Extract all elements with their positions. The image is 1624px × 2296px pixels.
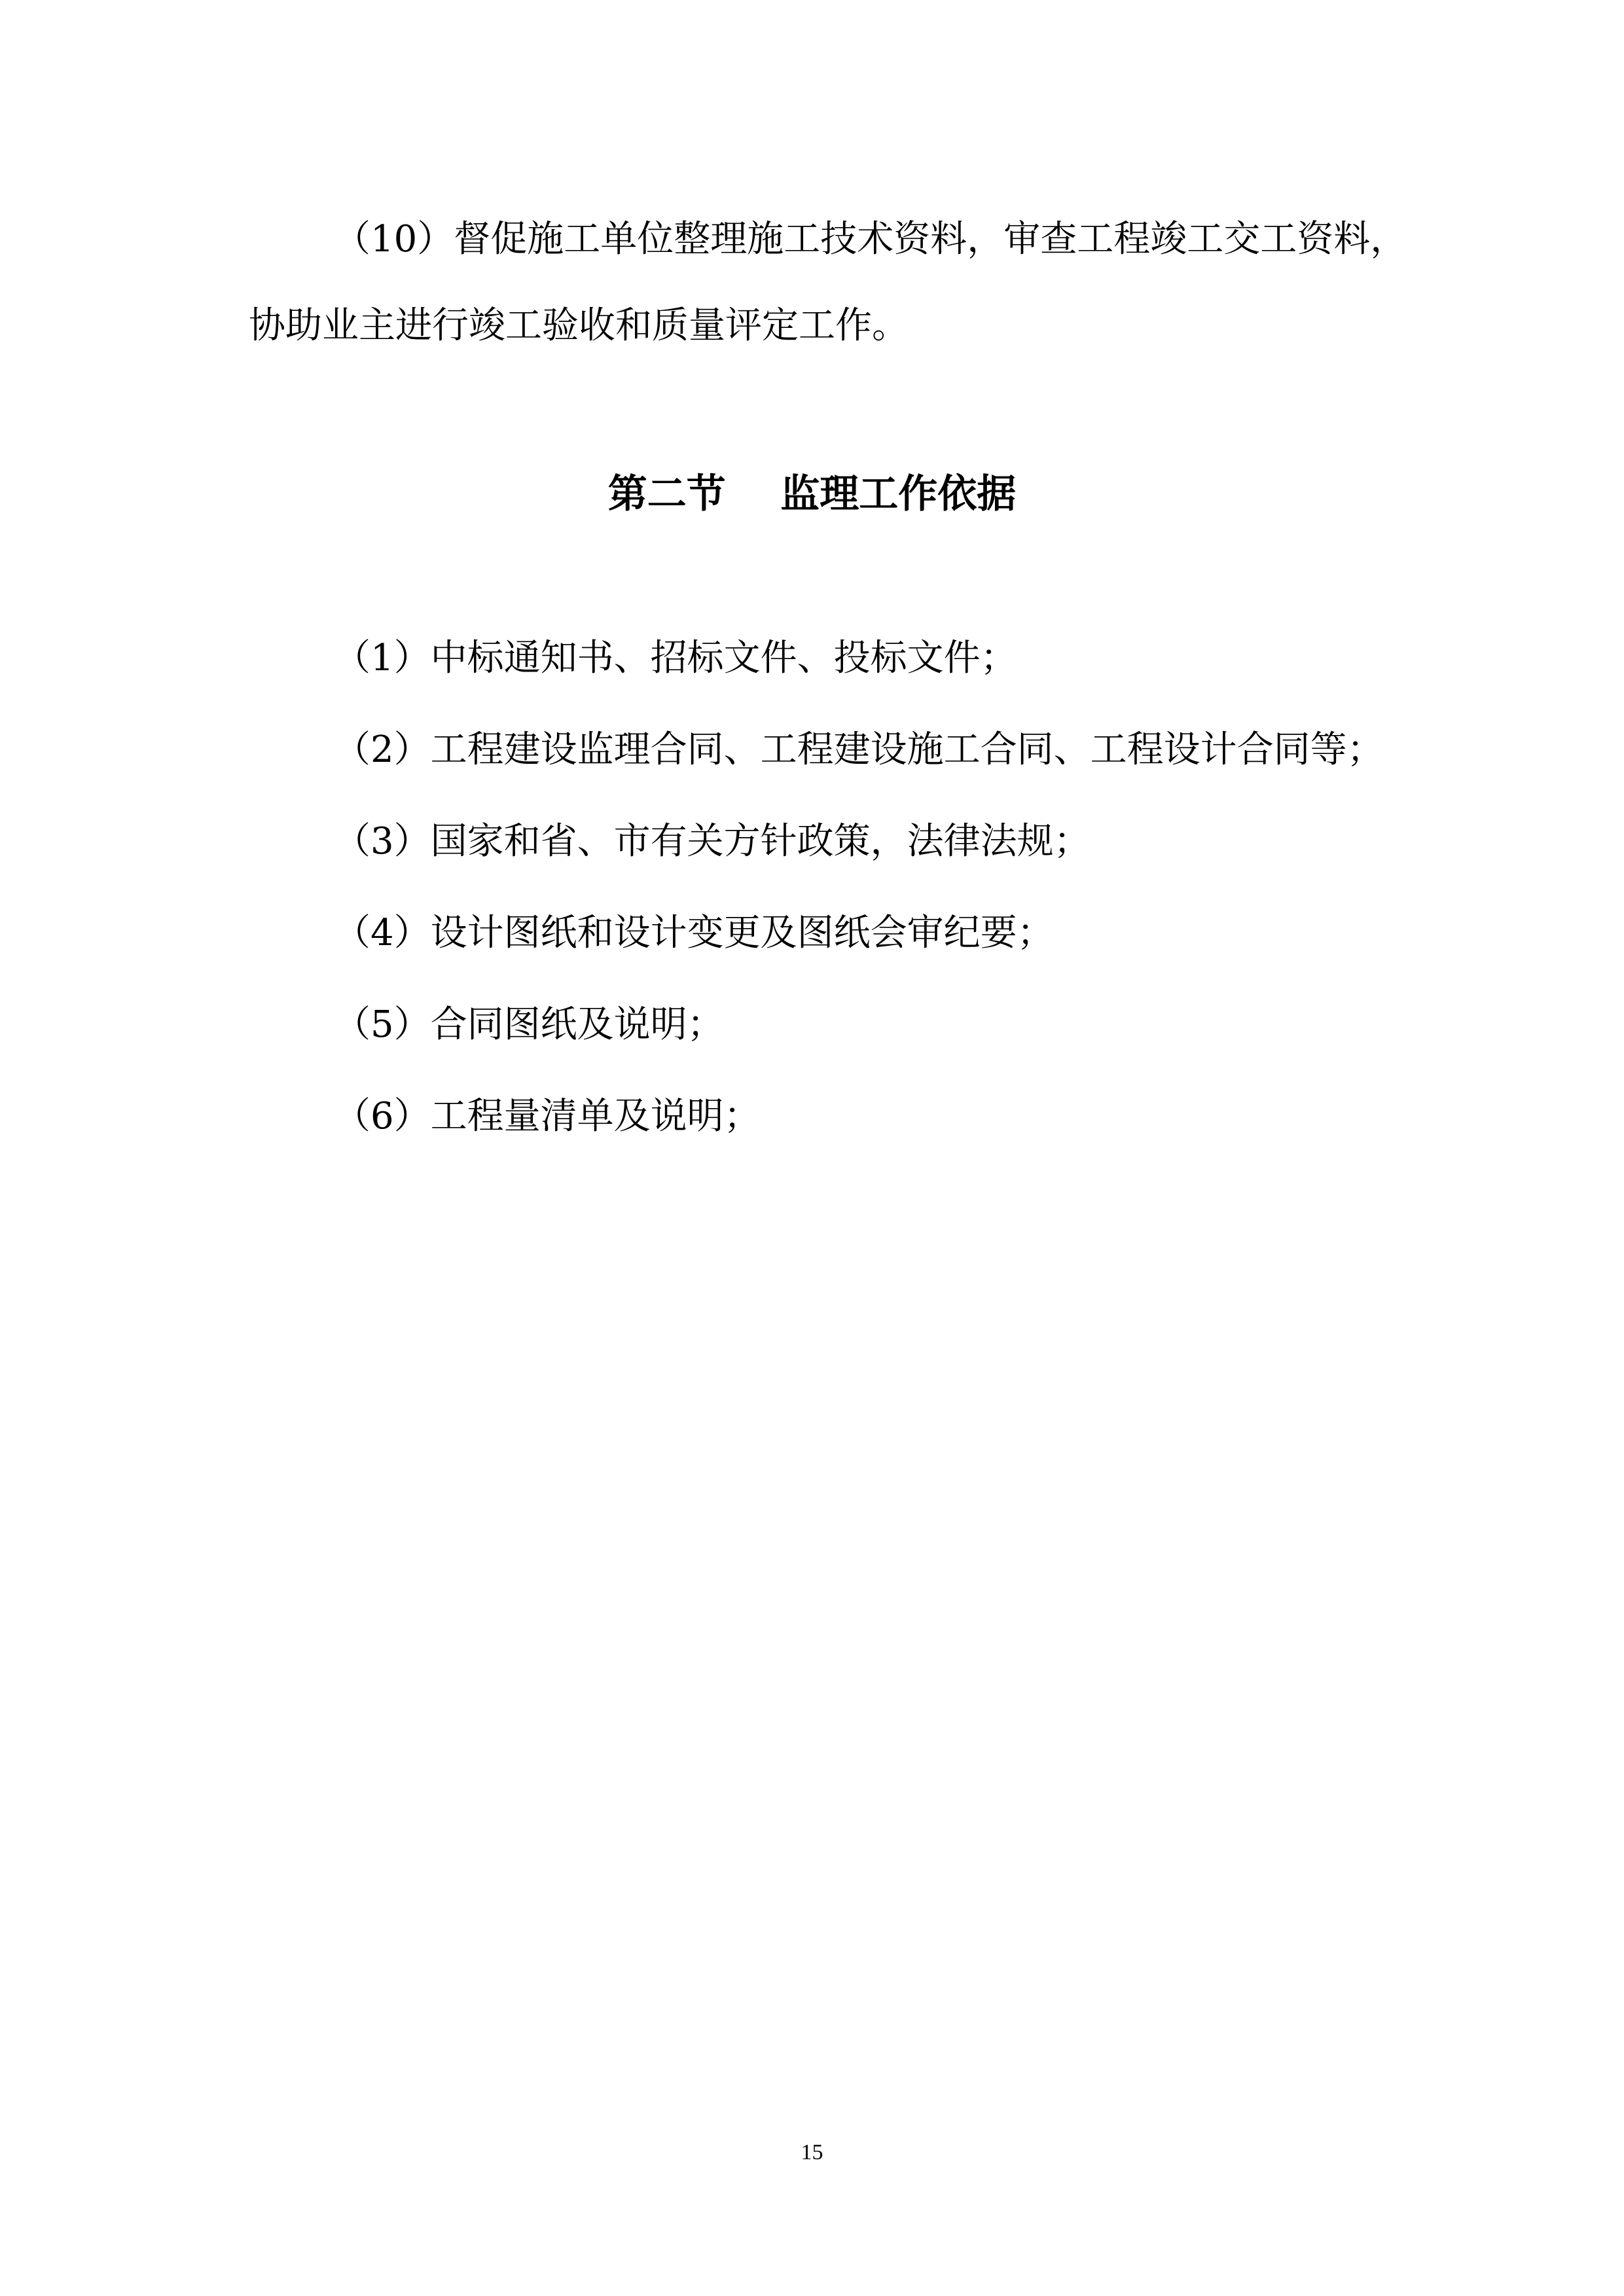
page-number: 15: [801, 2140, 823, 2164]
list-item: （4）设计图纸和设计变更及图纸会审纪要；: [334, 912, 1054, 954]
list-item: （2）工程建设监理合同、工程建设施工合同、工程设计合同等；: [334, 728, 1384, 771]
list-item: （1）中标通知书、招标文件、投标文件；: [334, 637, 1017, 679]
paragraph-line-2: 协助业主进行竣工验收和质量评定工作。: [249, 304, 909, 347]
section-title: 第二节 监理工作依据: [607, 471, 1017, 517]
list-item: （6）工程量清单及说明；: [334, 1095, 761, 1138]
paragraph-line-1: （10）督促施工单位整理施工技术资料，审查工程竣工交工资料，: [334, 218, 1407, 260]
list-item: （5）合同图纸及说明；: [334, 1003, 724, 1046]
list-item: （3）国家和省、市有关方针政策，法律法规；: [334, 820, 1091, 863]
